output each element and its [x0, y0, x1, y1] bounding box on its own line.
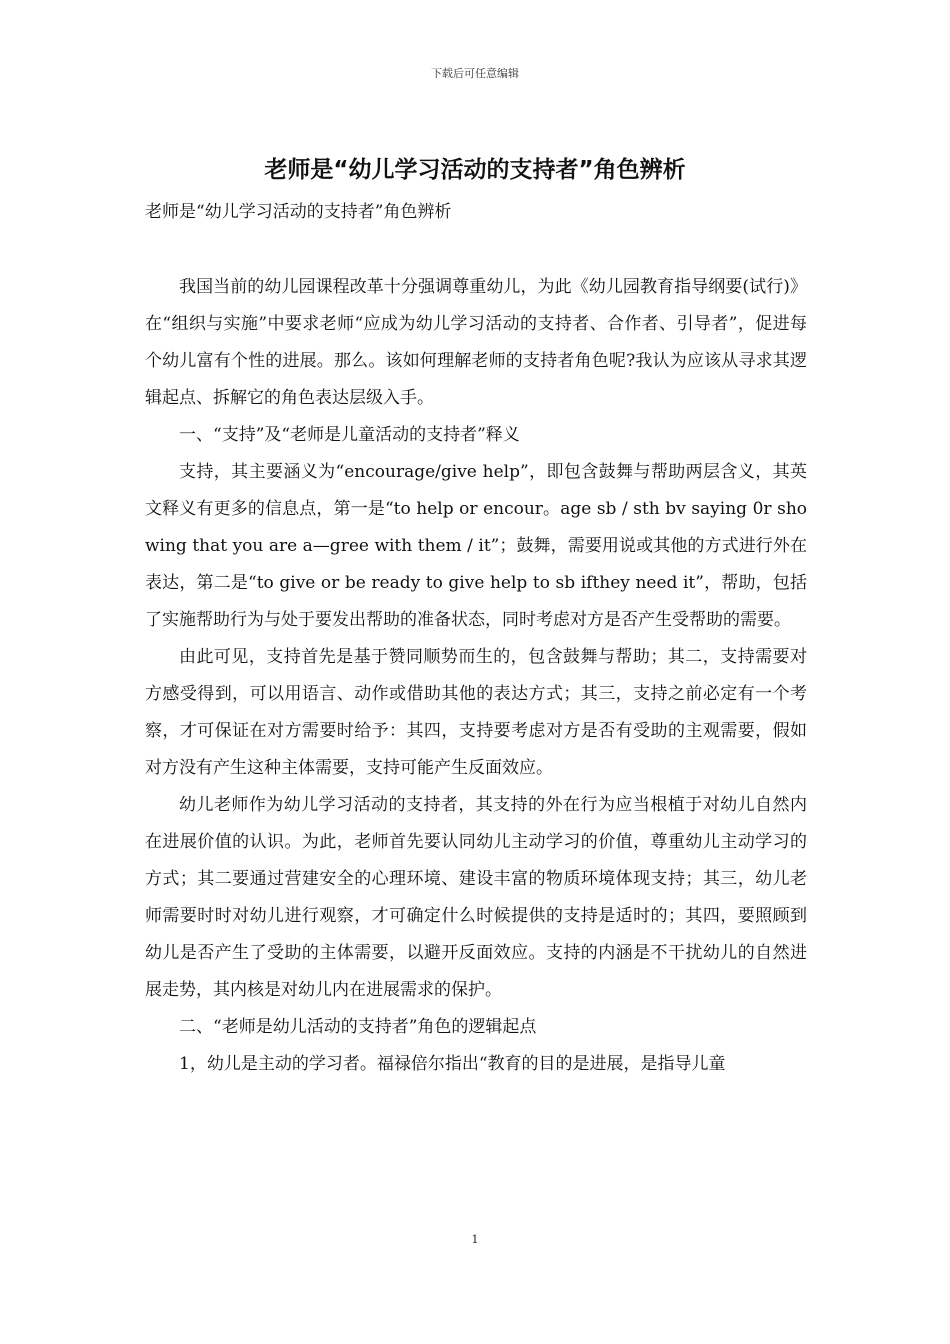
section-heading: 一、“支持”及“老师是儿童活动的支持者”释义 — [179, 425, 520, 445]
page-number: 1 — [471, 1233, 479, 1246]
body-paragraph: 1，幼儿是主动的学习者。福禄倍尔指出“教育的目的是进展，是指导儿童 — [179, 1054, 726, 1074]
document-title: 老师是“幼儿学习活动的支持者”角色辨析 — [264, 157, 686, 183]
body-paragraph: 幼儿老师作为幼儿学习活动的支持者，其支持的外在行为应当根植于对幼儿自然内在进展价值的认识。为此，老师首先要认同幼儿主动学习的价值，尊重幼儿主动学习的方式；其二要通过营建安全的心理环境、建设丰富的物质环境体现支持；其三，幼儿老师需要时时对幼儿进行观察，才可确定什么时候提供的支持是适时的；其四，要照顾到幼儿是否产生了受助的主体需要，以避开反面效应。支持的内涵是不干扰幼儿的自然进展走势，其内核是对幼儿内在进展需求的保护。 — [145, 795, 807, 1000]
body-paragraph: 支持，其主要涵义为“encourage/give help”，即包含鼓舞与帮助两层含义，其英文释义有更多的信息点，第一是“to help or encour。age sb / sth bv saying 0r showing that you are a—gree with them / it”；鼓舞，需要用说或其他的方式进行外在表达，第二是“to give or be ready to give help to sb ifthey need it”，帮助，包括了实施帮助行为与处于要发出帮助的准备状态，同时考虑对方是否产生受帮助的需要。 — [145, 462, 807, 630]
body-paragraph: 我国当前的幼儿园课程改革十分强调尊重幼儿，为此《幼儿园教育指导纲要(试行)》在“组织与实施”中要求老师“应成为幼儿学习活动的支持者、合作者、引导者”，促进每个幼儿富有个性的进展。那么。该如何理解老师的支持者角色呢?我认为应该从寻求其逻辑起点、拆解它的角色表达层级入手。 — [145, 277, 807, 408]
section-heading: 二、“老师是幼儿活动的支持者”角色的逻辑起点 — [179, 1017, 537, 1037]
body-paragraph: 由此可见，支持首先是基于赞同顺势而生的，包含鼓舞与帮助；其二，支持需要对方感受得到，可以用语言、动作或借助其他的表达方式；其三，支持之前必定有一个考察，才可保证在对方需要时给予：其四，支持要考虑对方是否有受助的主观需要，假如对方没有产生这种主体需要，支持可能产生反面效应。 — [145, 647, 807, 778]
page-header: 下载后可任意编辑 — [431, 67, 519, 80]
document-subtitle: 老师是“幼儿学习活动的支持者”角色辨析 — [145, 202, 452, 222]
document-body — [145, 269, 807, 1083]
